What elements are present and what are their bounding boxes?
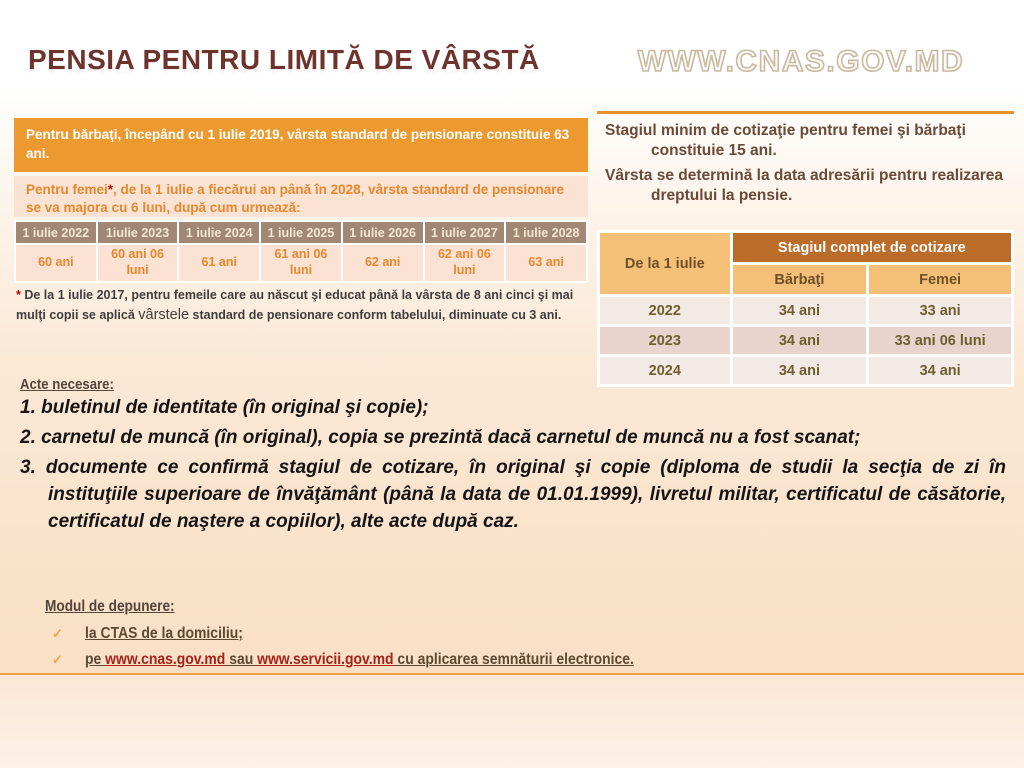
list-item-number: 3.	[20, 457, 36, 478]
bullet2-suffix: cu aplicarea semnăturii electronice.	[393, 651, 634, 668]
age-table-header: 1 iulie 2027	[425, 222, 505, 243]
women-rule-rest: , de la 1 iulie a fiecărui an până în 2028, vârsta standard de pensionare se va majora cu 6 luni, după cum urmează:	[26, 182, 564, 216]
contrib-subheader-men: Bărbaţi	[733, 265, 867, 294]
contrib-header-row	[600, 233, 1011, 262]
age-table-cell: 63 ani	[506, 245, 586, 281]
contrib-women-value: 33 ani 06 luni	[869, 327, 1011, 354]
contrib-men-value: 34 ani	[733, 357, 867, 384]
contrib-year: 2023	[600, 327, 730, 354]
list-item-number: 1.	[20, 397, 36, 418]
submission-bullet-online	[52, 651, 695, 669]
info-line-2: Vârsta se determină la data adresării pentru realizarea dreptului la pensie.	[605, 167, 1004, 205]
men-rule-box: Pentru bărbaţi, începând cu 1 iulie 2019, vârsta standard de pensionare constituie 63 ani.	[14, 118, 588, 172]
age-table-cell: 62 ani 06 luni	[425, 245, 505, 281]
age-table-cell: 60 ani 06 luni	[98, 245, 178, 281]
footnote-part2: standard de pensionare conform tabelului, diminuate cu 3 ani.	[189, 307, 562, 322]
full-contribution-table	[597, 230, 1014, 387]
checkmark-icon: ✓	[52, 652, 63, 667]
age-table-header: 1 iulie 2025	[261, 222, 341, 243]
contrib-year: 2022	[600, 297, 730, 324]
documents-heading: Acte necesare:	[20, 376, 114, 393]
servicii-link[interactable]: www.servicii.gov.md	[257, 651, 394, 668]
footnote-highlight: vârstele	[138, 306, 190, 323]
minimum-contribution-box	[597, 111, 1014, 212]
list-item-text: documente ce confirmă stagiul de cotizare, în original şi copie (diploma de studii la secţia de zi în instituţiile superioare de învăţământ (până la data de 01.01.1999), livretul militar, certificatul de căsătorie, certificatul de naştere a copiilor), alte acte după caz.	[45, 457, 1006, 532]
list-item	[20, 424, 1006, 451]
women-rule-box	[14, 176, 588, 217]
contrib-row-2022	[600, 297, 1011, 324]
age-table-value-row	[16, 245, 586, 281]
contrib-men-value: 34 ani	[733, 297, 867, 324]
bullet-text-online	[85, 651, 634, 669]
contrib-group-header: Stagiul complet de cotizare	[733, 233, 1011, 262]
bullet-text-ctas: la CTAS de la domiciliu;	[85, 625, 243, 642]
info-line-1: Stagiul minim de cotizaţie pentru femei şi bărbaţi constituie 15 ani.	[605, 122, 966, 160]
checkmark-icon: ✓	[52, 626, 63, 641]
cnas-link[interactable]: www.cnas.gov.md	[105, 651, 226, 668]
submission-bullet-ctas	[52, 625, 260, 643]
submission-heading: Modul de depunere:	[45, 598, 175, 615]
list-item	[20, 454, 1006, 535]
documents-list	[20, 394, 1006, 538]
contrib-year: 2024	[600, 357, 730, 384]
footer-band	[0, 673, 1024, 768]
footnote-asterisk: *	[16, 288, 21, 302]
retirement-age-table	[14, 220, 588, 283]
list-item-number: 2.	[20, 427, 36, 448]
bullet2-prefix: pe	[85, 651, 106, 668]
contrib-men-value: 34 ani	[733, 327, 867, 354]
age-table-header: 1 iulie 2028	[506, 222, 586, 243]
women-rule-asterisk: *	[107, 182, 114, 197]
page-title: PENSIA PENTRU LIMITĂ DE VÂRSTĂ	[28, 44, 540, 75]
women-footnote	[16, 287, 588, 325]
footnote-part1: De la 1 iulie 2017, pentru femeile care au născut şi educat până la vârsta de 8 ani cinci şi mai mulţi copii se aplică	[16, 288, 574, 322]
age-table-header: 1iulie 2023	[98, 222, 178, 243]
age-table-header: 1 iulie 2022	[16, 222, 96, 243]
contrib-subheader-women: Femei	[869, 265, 1011, 294]
list-item	[20, 394, 1006, 421]
age-table-cell: 61 ani 06 luni	[261, 245, 341, 281]
contrib-women-value: 34 ani	[869, 357, 1011, 384]
age-table-header: 1 iulie 2026	[343, 222, 423, 243]
contrib-row-2023	[600, 327, 1011, 354]
age-table-cell: 61 ani	[179, 245, 259, 281]
women-rule-prefix: Pentru femei	[26, 182, 108, 197]
age-table-header-row	[16, 222, 586, 243]
age-table-cell: 60 ani	[16, 245, 96, 281]
bullet2-middle: sau	[225, 651, 258, 668]
list-item-text: buletinul de identitate (în original şi copie);	[41, 397, 429, 418]
age-table-cell: 62 ani	[343, 245, 423, 281]
list-item-text: carnetul de muncă (în original), copia se prezintă dacă carnetul de muncă nu a fost scanat;	[41, 427, 861, 448]
website-header: WWW.CNAS.GOV.MD	[637, 45, 965, 78]
age-table-header: 1 iulie 2024	[179, 222, 259, 243]
contrib-corner-header: De la 1 iulie	[600, 233, 730, 294]
contrib-row-2024	[600, 357, 1011, 384]
contrib-women-value: 33 ani	[869, 297, 1011, 324]
